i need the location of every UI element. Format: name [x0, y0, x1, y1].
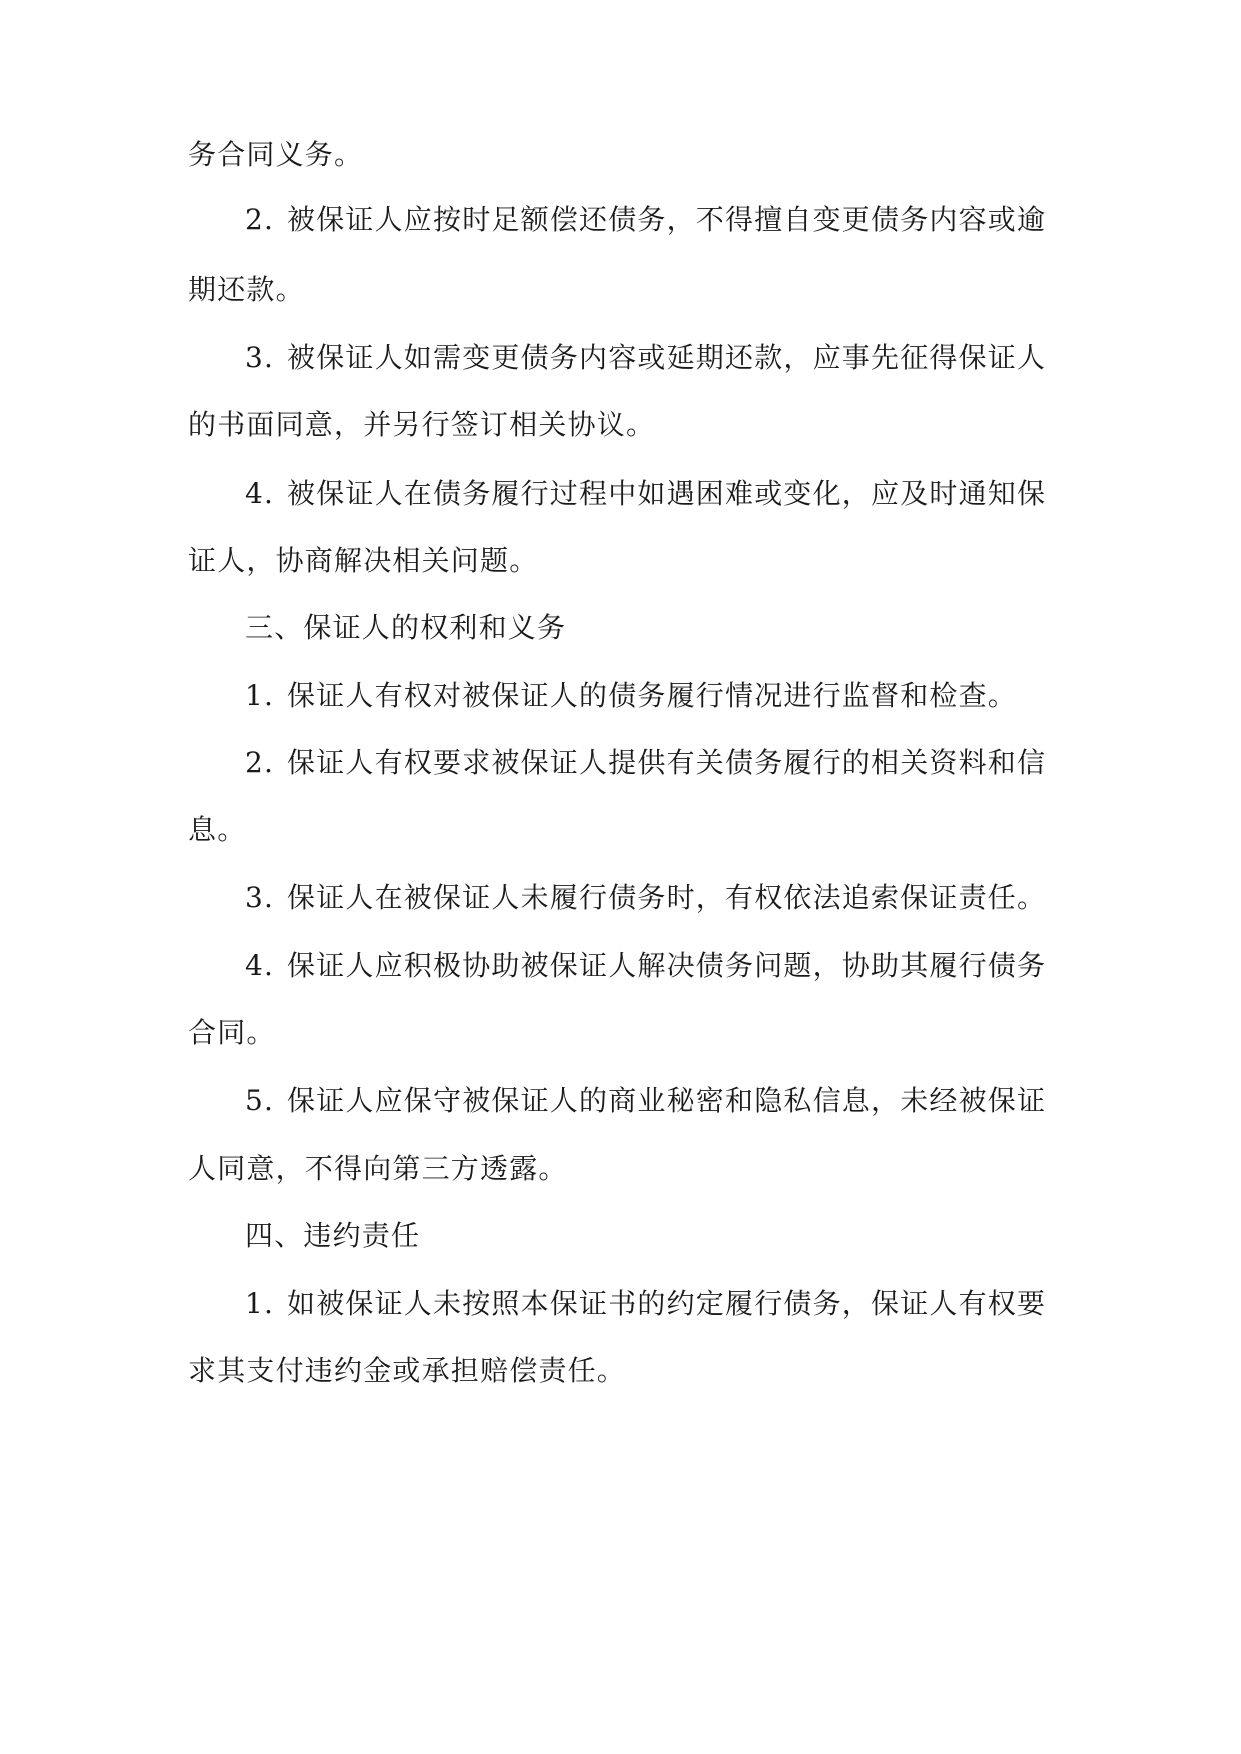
list-item-3 [245, 878, 1050, 918]
list-item-text: 如被保证人未按照本保证书的约定履行债务，保证人有权要 [287, 1287, 1047, 1320]
list-item-text: 保证人应保守被保证人的商业秘密和隐私信息，未经被保证 [287, 1084, 1047, 1117]
list-item-text: 被保证人如需变更债务内容或延期还款，应事先征得保证人 [287, 341, 1047, 374]
paragraph-continuation: 务合同义务。 [188, 138, 364, 171]
list-item-continuation: 求其支付违约金或承担赔偿责任。 [188, 1354, 627, 1387]
list-item-2 [245, 743, 1050, 783]
list-item-continuation: 证人，协商解决相关问题。 [188, 544, 539, 577]
list-number: 4. [245, 477, 275, 510]
list-item-continuation: 的书面同意，并另行签订相关协议。 [188, 408, 656, 441]
list-number: 3. [245, 341, 275, 374]
list-item-3 [245, 338, 1050, 378]
list-item-continuation: 息。 [188, 813, 247, 846]
list-item-text: 被保证人应按时足额偿还债务，不得擅自变更债务内容或逾 [287, 203, 1047, 236]
list-number: 3. [245, 881, 275, 914]
list-item-2 [245, 200, 1050, 240]
list-item-5 [245, 1081, 1050, 1121]
section-heading-3: 三、保证人的权利和义务 [245, 611, 567, 644]
list-item-text: 保证人有权对被保证人的债务履行情况进行监督和检查。 [287, 679, 1018, 712]
list-item-continuation: 合同。 [188, 1016, 276, 1049]
list-item-1 [245, 676, 1050, 716]
list-item-text: 保证人应积极协助被保证人解决债务问题，协助其履行债务 [287, 949, 1047, 982]
list-item-continuation: 人同意，不得向第三方透露。 [188, 1152, 568, 1185]
list-item-1 [245, 1284, 1050, 1324]
list-number: 4. [245, 949, 275, 982]
list-item-text: 保证人有权要求被保证人提供有关债务履行的相关资料和信 [287, 746, 1047, 779]
list-number: 2. [245, 746, 275, 779]
list-number: 1. [245, 1287, 275, 1320]
list-number: 5. [245, 1084, 275, 1117]
list-item-4 [245, 946, 1050, 986]
list-number: 1. [245, 679, 275, 712]
list-item-continuation: 期还款。 [188, 273, 305, 306]
list-item-4 [245, 474, 1050, 514]
list-item-text: 被保证人在债务履行过程中如遇困难或变化，应及时通知保 [287, 477, 1047, 510]
section-heading-4: 四、违约责任 [245, 1219, 421, 1252]
list-number: 2. [245, 203, 275, 236]
list-item-text: 保证人在被保证人未履行债务时，有权依法追索保证责任。 [287, 881, 1047, 914]
